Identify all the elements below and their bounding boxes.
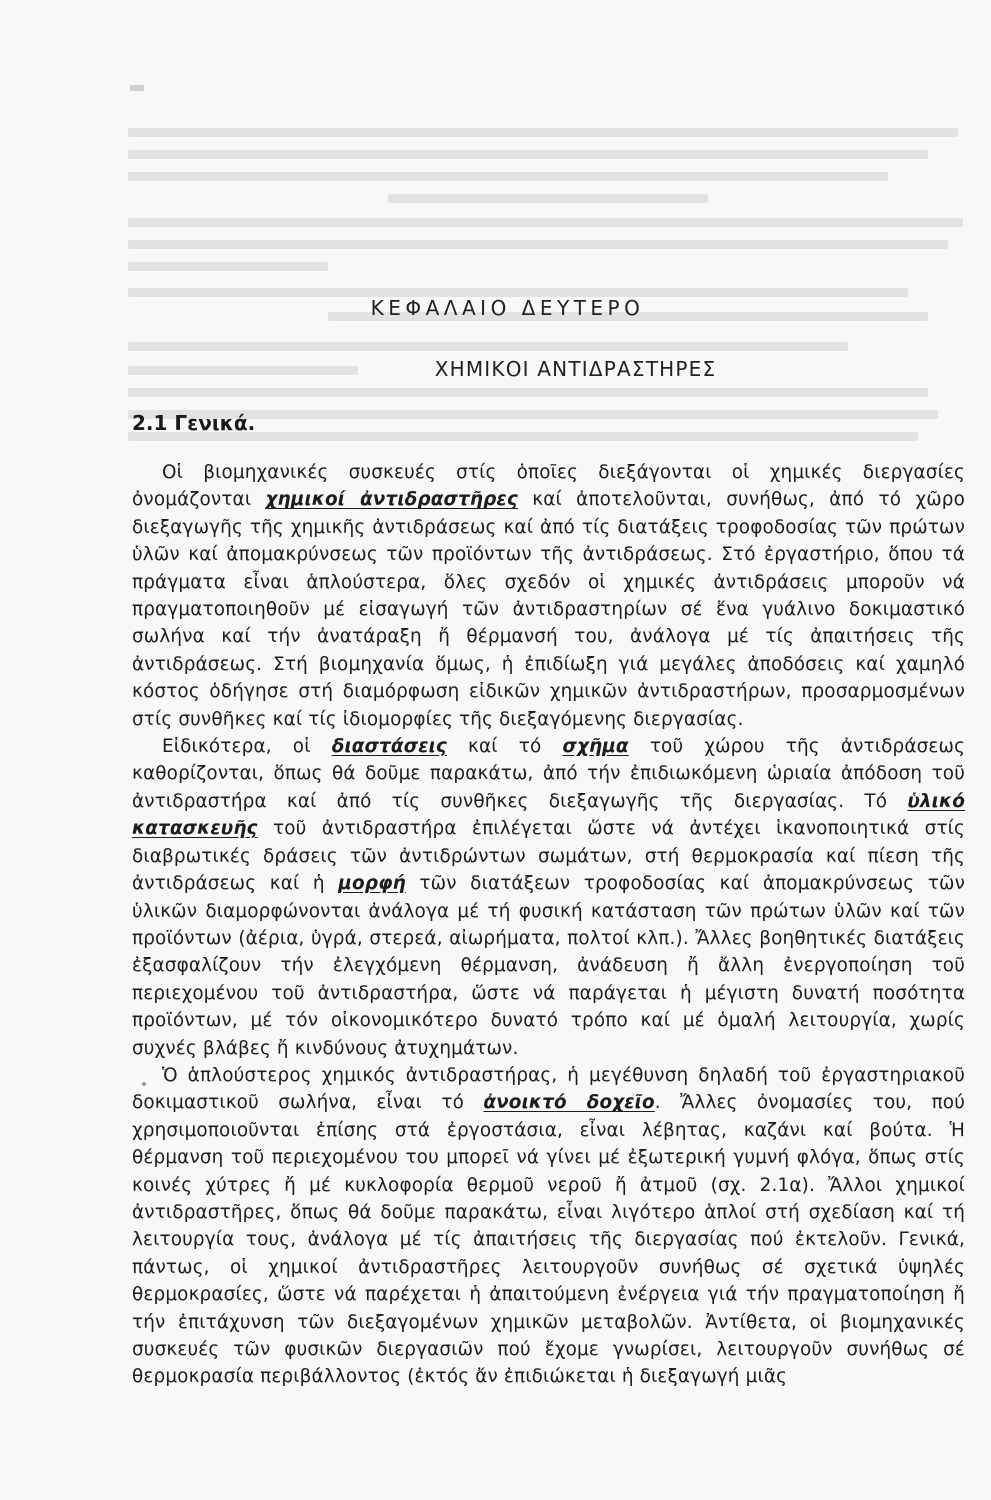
- paragraph-text: τοῦ ἀντιδραστήρα ἐπιλέγεται ὥστε νά ἀντέχει ἱκανοποιητικά στίς διαβρωτικές δράσεις τῶν ἀντιδρώντων σωμάτων, στή θερμοκρασία καί πίεση τῆς ἀντιδράσεως καί ἡ: [132, 818, 965, 895]
- paragraph-2: [132, 733, 965, 1062]
- paragraph-text: τοῦ χώρου τῆς ἀντιδράσεως καθορίζονται, ὅπως θά δοῦμε παρακάτω, ἀπό τήν ἐπιδιωκόμενη ὡριαία ἀπόδοση τοῦ ἀντιδραστήρα καί ἀπό τίς συνθῆκες διεξαγωγῆς τῆς διεργασίας. Τό: [132, 736, 966, 812]
- scan-mark: [130, 85, 144, 91]
- body-text: [132, 459, 965, 1391]
- emphasized-term: ὑλικό κατασκευῆς: [132, 790, 965, 840]
- paragraph-text: τῶν διατάξεων τροφοδοσίας καί ἀπομακρύνσεως τῶν ὑλικῶν διαμορφώνονται ἀνάλογα μέ τή φυσική κατάσταση τῶν πρώτων ὑλῶν καί τῶν προϊόντων (ἀέρια, ὑγρά, στερεά, αἰωρήματα, πολτοί κλπ.). Ἄλλες βοηθητικές διατάξεις ἐξασφαλίζουν τήν ἐλεγχόμενη θέρμανση, ἀνάδευση ἤ ἄλλη ἐνεργοποίηση τοῦ περιεχομένου τοῦ ἀντιδραστήρα, ὥστε νά παράγεται ἡ μέγιστη δυνατή ποσότητα προϊόντων, μέ τόν οἰκονομικότερο δυνατό τρόπο καί μέ ὁμαλή λειτουργία, χωρίς συχνές βλάβες ἤ κινδύνους ἀτυχημάτων.: [132, 873, 966, 1059]
- paragraph-text: Εἰδικότερα, οἱ: [162, 736, 332, 758]
- emphasized-term: διαστάσεις: [331, 736, 447, 758]
- chapter-label: ΚΕΦΑΛΑΙΟ ΔΕΥΤΕΡΟ: [370, 296, 645, 320]
- scan-speck: [142, 1082, 146, 1086]
- paragraph-1: [132, 459, 965, 733]
- emphasized-term: μορφή: [338, 873, 406, 895]
- emphasized-term: χημικοί ἀντιδραστῆρες: [265, 489, 518, 511]
- section-heading: 2.1 Γενικά.: [132, 411, 256, 435]
- paragraph-3: [132, 1062, 965, 1391]
- emphasized-term: σχῆμα: [562, 736, 629, 758]
- paragraph-text: καί ἀποτελοῦνται, συνήθως, ἀπό τό χῶρο διεξαγωγῆς τῆς χημικῆς ἀντιδράσεως καί ἀπό τίς διατάξεις τροφοδοσίας τῶν πρώτων ὑλῶν καί ἀπομακρύνσεως τῶν προϊόντων τῆς ἀντιδράσεως. Στό ἐργαστήριο, ὅπου τά πράγματα εἶναι ἁπλούστερα, ὅλες σχεδόν οἱ χημικές ἀντιδράσεις μποροῦν νά πραγματοποιηθοῦν μέ εἰσαγωγή τῶν ἀντιδραστηρίων σέ ἕνα γυάλινο δοκιμαστικό σωλήνα καί τήν ἀνατάραξη ἤ θέρμανσή του, ἀνάλογα μέ τίς ἀπαιτήσεις τῆς ἀντιδράσεως. Στή βιομηχανία ὅμως, ἡ ἐπιδίωξη γιά μεγάλες ἀποδόσεις καί χαμηλό κόστος ὁδήγησε στή διαμόρφωση εἰδικῶν χημικῶν ἀντιδραστήρων, προσαρμοσμένων στίς συνθῆκες καί τίς ἰδιομορφίες τῆς διεξαγόμενης διεργασίας.: [132, 489, 965, 730]
- paragraph-text: Ὁ ἁπλούστερος χημικός ἀντιδραστήρας, ἡ μεγέθυνση δηλαδή τοῦ ἐργαστηριακοῦ δοκιμαστικοῦ σωλήνα, εἶναι τό: [132, 1064, 965, 1114]
- chapter-title: ΧΗΜΙΚΟΙ ΑΝΤΙΔΡΑΣΤΗΡΕΣ: [434, 357, 717, 381]
- paragraph-text: Οἱ βιομηχανικές συσκευές στίς ὁποῖες διεξάγονται οἱ χημικές διεργασίες ὀνομάζονται: [132, 462, 965, 511]
- emphasized-term: ἀνοικτό δοχεῖο: [483, 1092, 655, 1114]
- paragraph-text: . Ἄλλες ὀνομασίες του, πού χρησιμοποιοῦνται ἐπίσης στά ἐργοστάσια, εἶναι λέβητας, καζάνι καί βούτα. Ἡ θέρμανση τοῦ περιεχομένου του μπορεῖ νά γίνει μέ ἐξωτερική γυμνή φλόγα, ὅπως στίς κοινές χύτρες ἤ μέ κυκλοφορία θερμοῦ νεροῦ ἤ ἀτμοῦ (σχ. 2.1α). Ἄλλοι χημικοί ἀντιδραστῆρες, ὅπως θά δοῦμε παρακάτω, εἶναι λιγότερο ἁπλοί στή σχεδίαση καί τή λειτουργία τους, ἀνάλογα μέ τίς ἀπαιτήσεις τῆς διεργασίας πού ἐκτελοῦν. Γενικά, πάντως, οἱ χημικοί ἀντιδραστῆρες λειτουργοῦν συνήθως σέ σχετικά ὑψηλές θερμοκρασίες, ὥστε νά παρέχεται ἡ ἀπαιτούμενη ἐνέργεια γιά τήν πραγματοποίηση ἤ τήν ἐπιτάχυνση τῶν διεξαγομένων χημικῶν μεταβολῶν. Ἀντίθετα, οἱ βιομηχανικές συσκευές τῶν φυσικῶν διεργασιῶν πού ἔχομε γνωρίσει, λειτουργοῦν συνήθως σέ θερμοκρασία περιβάλλοντος (ἐκτός ἄν ἐπιδιώκεται ἡ διεξαγωγή μιᾶς: [132, 1092, 965, 1388]
- paragraph-text: καί τό: [446, 736, 563, 758]
